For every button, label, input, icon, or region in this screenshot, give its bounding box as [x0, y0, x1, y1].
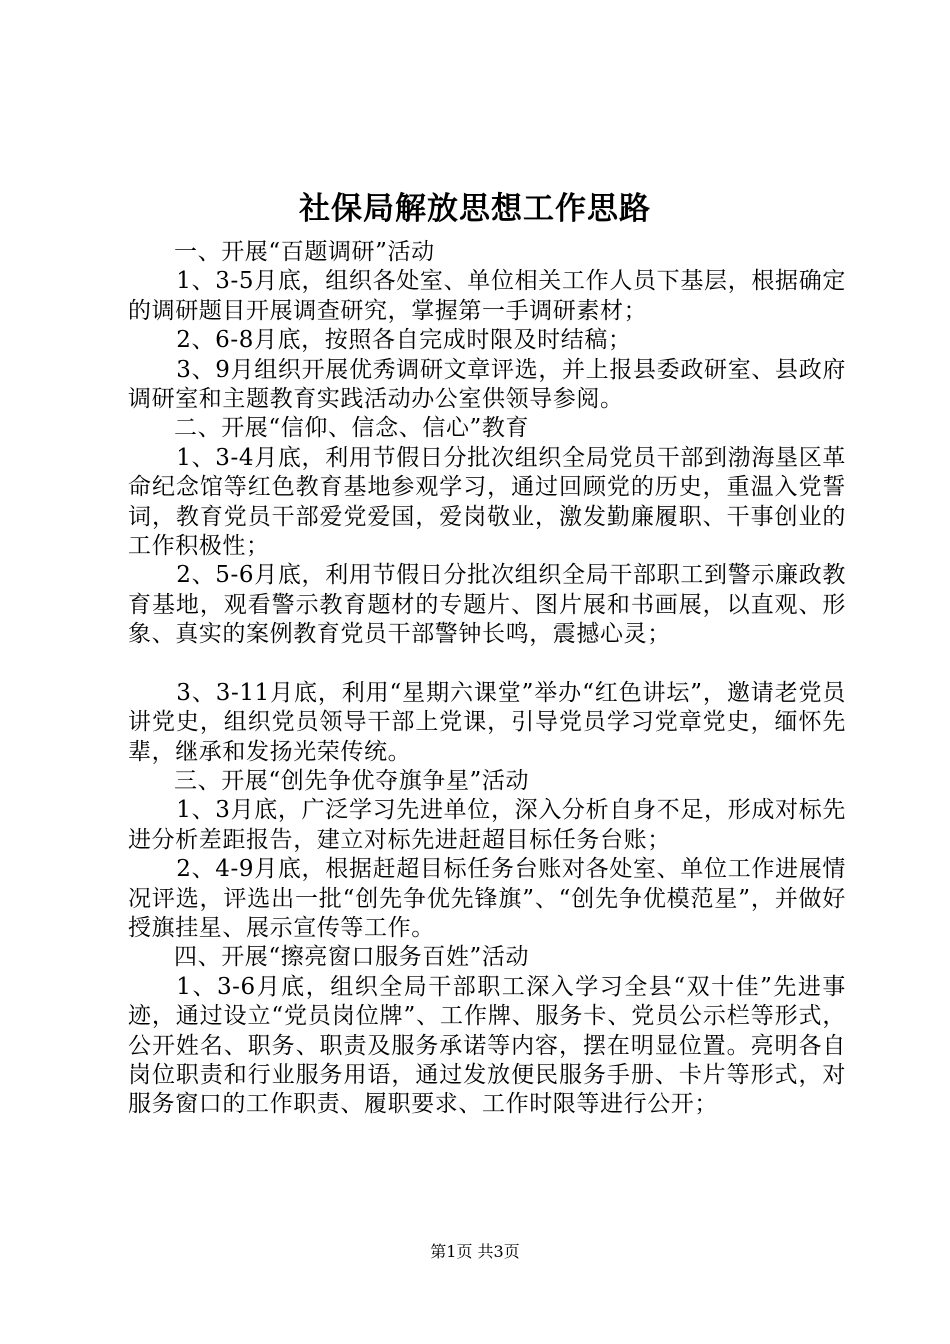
document-body: [128, 238, 846, 1120]
paragraph-1-3: 3、9月组织开展优秀调研文章评选，并上报县委政研室、县政府调研室和主题教育实践活动办公室供领导参阅。: [128, 356, 846, 413]
paragraph-2-3: 3、3-11月底，利用“星期六课堂”举办“红色讲坛”，邀请老党员讲党史，组织党员领导干部上党课，引导党员学习党章党史，缅怀先辈，继承和发扬光荣传统。: [128, 679, 846, 765]
document-title: 社保局解放思想工作思路: [299, 191, 651, 227]
paragraph-1-2: 2、6-8月底，按照各自完成时限及时结稿；: [176, 327, 632, 354]
section-heading-2: 二、开展“信仰、信念、信心”教育: [174, 415, 530, 442]
section-heading-1: 一、开展“百题调研”活动: [174, 239, 435, 265]
paragraph-1-1: 1、3-5月底，组织各处室、单位相关工作人员下基层，根据确定的调研题目开展调查研究，掌握第一手调研素材；: [128, 268, 846, 324]
paragraph-4-1: 1、3-6月底，组织全局干部职工深入学习全县“双十佳”先进事迹，通过设立“党员岗位牌”、工作牌、服务卡、党员公示栏等形式，公开姓名、职务、职责及服务承诺等内容，摆在明显位置。亮明各自岗位职责和行业服务用语，通过发放便民服务手册、卡片等形式，对服务窗口的工作职责、履职要求、工作时限等进行公开；: [128, 973, 846, 1118]
paragraph-2-2: 2、5-6月底，利用节假日分批次组织全局干部职工到警示廉政教育基地，观看警示教育题材的专题片、图片展和书画展，以直观、形象、真实的案例教育党员干部警钟长鸣，震撼心灵；: [128, 562, 846, 648]
section-heading-4: 四、开展“擦亮窗口服务百姓”活动: [174, 944, 530, 971]
paragraph-3-1: 1、3月底，广泛学习先进单位，深入分析自身不足，形成对标先进分析差距报告，建立对标先进赶超目标任务台账；: [128, 797, 846, 853]
paragraph-2-1: 1、3-4月底，利用节假日分批次组织全局党员干部到渤海垦区革命纪念馆等红色教育基地参观学习，通过回顾党的历史，重温入党誓词，教育党员干部爱党爱国，爱岗敬业，激发勤廉履职、干事创业的工作积极性；: [128, 444, 846, 560]
section-heading-3: 三、开展“创先争优夺旗争星”活动: [174, 767, 530, 794]
paragraph-3-2: 2、4-9月底，根据赶超目标任务台账对各处室、单位工作进展情况评选，评选出一批“创先争优先锋旗”、“创先争优模范星”，并做好授旗挂星、展示宣传等工作。: [128, 856, 846, 941]
page-number-footer: 第1页 共3页: [430, 1242, 520, 1261]
